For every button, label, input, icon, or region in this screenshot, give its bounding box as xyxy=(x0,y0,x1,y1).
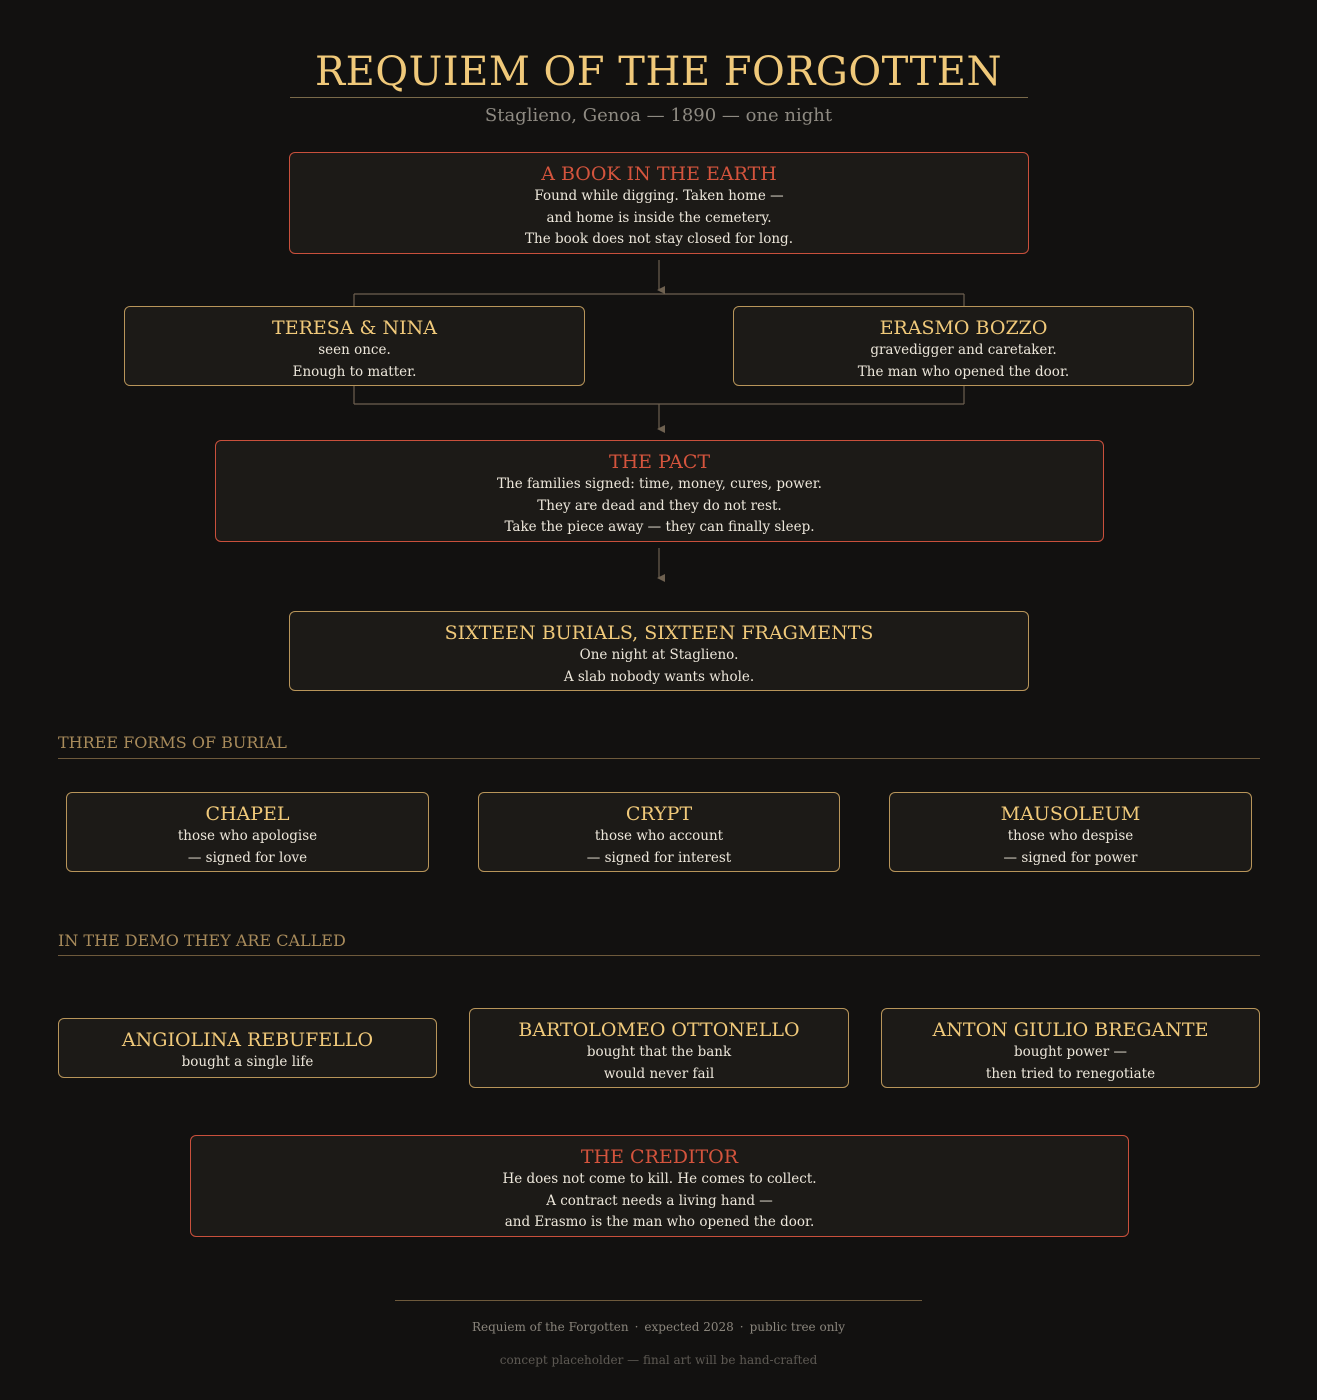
node-line: bought that the bank xyxy=(586,1044,732,1060)
node-title: CHAPEL xyxy=(205,803,290,825)
page-subtitle: Staglieno, Genoa — 1890 — one night xyxy=(484,105,833,126)
node-line: — signed for love xyxy=(187,849,308,866)
node-sixteen-burials xyxy=(289,611,1029,691)
footer xyxy=(0,1318,1317,1336)
section-heading-demo: IN THE DEMO THEY ARE CALLED xyxy=(58,931,346,950)
footer-divider xyxy=(395,1300,922,1301)
character-bartolomeo-ottonello xyxy=(469,1008,849,1088)
node-line: Found while digging. Taken home — xyxy=(534,188,784,204)
footer-separator: · xyxy=(634,1320,639,1334)
title-divider xyxy=(290,97,1028,98)
node-line: then tried to renegotiate xyxy=(985,1065,1156,1082)
node-line: those who apologise xyxy=(177,828,318,844)
node-title: THE PACT xyxy=(608,451,711,473)
node-line: — signed for power xyxy=(1003,849,1138,866)
node-line: One night at Staglieno. xyxy=(579,647,739,663)
burial-chapel xyxy=(66,792,429,872)
node-line: those who account xyxy=(594,828,724,844)
node-title: A BOOK IN THE EARTH xyxy=(541,163,777,185)
node-title: ERASMO BOZZO xyxy=(879,317,1048,339)
node-line: A contract needs a living hand — xyxy=(546,1192,773,1209)
footer-item-scope: public tree only xyxy=(749,1320,846,1334)
footer-note: concept placeholder — final art will be hand-crafted xyxy=(499,1353,818,1367)
footer-item-title: Requiem of the Forgotten xyxy=(471,1320,629,1334)
node-title: CRYPT xyxy=(625,803,693,825)
node-title: BARTOLOMEO OTTONELLO xyxy=(518,1019,800,1041)
node-line: A slab nobody wants whole. xyxy=(563,668,755,685)
node-the-creditor xyxy=(190,1135,1129,1237)
node-title: ANTON GIULIO BREGANTE xyxy=(932,1019,1209,1041)
section-divider xyxy=(58,955,1260,956)
node-line: gravedigger and caretaker. xyxy=(870,342,1057,358)
footer-item-release: expected 2028 xyxy=(644,1320,734,1334)
node-line: bought power — xyxy=(1013,1044,1128,1060)
page-title: REQUIEM OF THE FORGOTTEN xyxy=(315,49,1002,95)
node-title: TERESA & NINA xyxy=(272,317,437,339)
node-line: The man who opened the door. xyxy=(857,363,1070,380)
character-anton-giulio-bregante xyxy=(881,1008,1260,1088)
section-divider xyxy=(58,758,1260,759)
node-line: The families signed: time, money, cures, power. xyxy=(497,476,822,492)
node-line: He does not come to kill. He comes to collect. xyxy=(502,1171,817,1187)
node-book-in-the-earth xyxy=(289,152,1029,254)
node-line: seen once. xyxy=(318,342,391,358)
node-line: The book does not stay closed for long. xyxy=(525,231,793,247)
node-line: They are dead and they do not rest. xyxy=(537,497,782,514)
node-line: Enough to matter. xyxy=(292,363,417,380)
node-line: and home is inside the cemetery. xyxy=(546,209,772,226)
node-erasmo-bozzo xyxy=(733,306,1194,386)
burial-crypt xyxy=(478,792,840,872)
node-title: THE CREDITOR xyxy=(580,1146,739,1168)
node-line: would never fail xyxy=(603,1065,715,1082)
node-teresa-nina xyxy=(124,306,585,386)
character-angiolina-rebufello xyxy=(58,1018,437,1078)
footer-separator: · xyxy=(739,1320,744,1334)
node-line: — signed for interest xyxy=(586,849,732,866)
node-title: SIXTEEN BURIALS, SIXTEEN FRAGMENTS xyxy=(444,622,874,644)
node-the-pact xyxy=(215,440,1104,542)
node-title: MAUSOLEUM xyxy=(1000,803,1141,825)
node-line: those who despise xyxy=(1007,828,1134,844)
node-title: ANGIOLINA REBUFELLO xyxy=(121,1029,374,1051)
node-line: Take the piece away — they can finally sleep. xyxy=(504,519,815,535)
node-line: bought a single life xyxy=(181,1054,314,1070)
section-heading-burial: THREE FORMS OF BURIAL xyxy=(58,733,287,752)
burial-mausoleum xyxy=(889,792,1252,872)
node-line: and Erasmo is the man who opened the door. xyxy=(504,1214,815,1230)
